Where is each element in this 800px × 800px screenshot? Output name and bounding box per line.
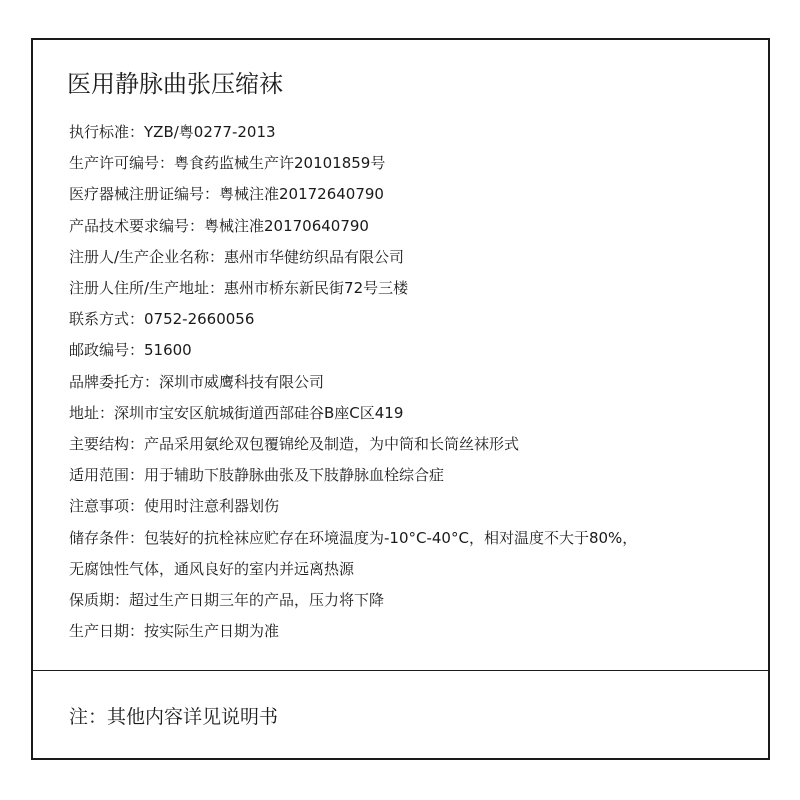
spec-line-precautions: 注意事项：使用时注意利器划伤 — [69, 497, 280, 516]
spec-line-production-license: 生产许可编号：粤食药监械生产许20101859号 — [69, 154, 386, 173]
footer-note: 注：其他内容详见说明书 — [69, 706, 279, 728]
spec-line-postal-code: 邮政编号：51600 — [69, 341, 192, 360]
spec-line-storage-continued: 无腐蚀性气体，通风良好的室内并远离热源 — [69, 559, 355, 578]
product-label-box — [31, 38, 770, 760]
spec-line-registration-certificate: 医疗器械注册证编号：粤械注准20172640790 — [69, 185, 384, 204]
spec-line-standard: 执行标准：YZB/粤0277-2013 — [69, 123, 276, 141]
spec-line-technical-requirement: 产品技术要求编号：粤械注准20170640790 — [69, 216, 369, 235]
spec-line-brand-address: 地址：深圳市宝安区航城街道西部硅谷B座C区419 — [69, 403, 404, 422]
spec-line-manufacturer: 注册人/生产企业名称：惠州市华健纺织品有限公司 — [69, 247, 405, 266]
spec-line-scope: 适用范围：用于辅助下肢静脉曲张及下肢静脉血栓综合症 — [69, 466, 445, 485]
spec-line-shelf-life: 保质期：超过生产日期三年的产品，压力将下降 — [69, 591, 385, 610]
spec-line-contact: 联系方式：0752-2660056 — [69, 310, 255, 329]
section-divider — [33, 670, 768, 671]
spec-line-storage: 储存条件：包装好的抗栓袜应贮存在环境温度为-10°C-40°C，相对温度不大于80%， — [69, 528, 638, 547]
spec-line-manufacturer-address: 注册人住所/生产地址：惠州市桥东新民街72号三楼 — [69, 279, 409, 298]
spec-list — [69, 117, 637, 647]
spec-line-production-date: 生产日期：按实际生产日期为准 — [69, 622, 280, 641]
spec-line-structure: 主要结构：产品采用氨纶双包覆锦纶及制造，为中筒和长筒丝袜形式 — [69, 435, 520, 454]
product-title: 医用静脉曲张压缩袜 — [67, 70, 283, 98]
spec-line-brand-owner: 品牌委托方：深圳市威鹰科技有限公司 — [69, 372, 325, 391]
